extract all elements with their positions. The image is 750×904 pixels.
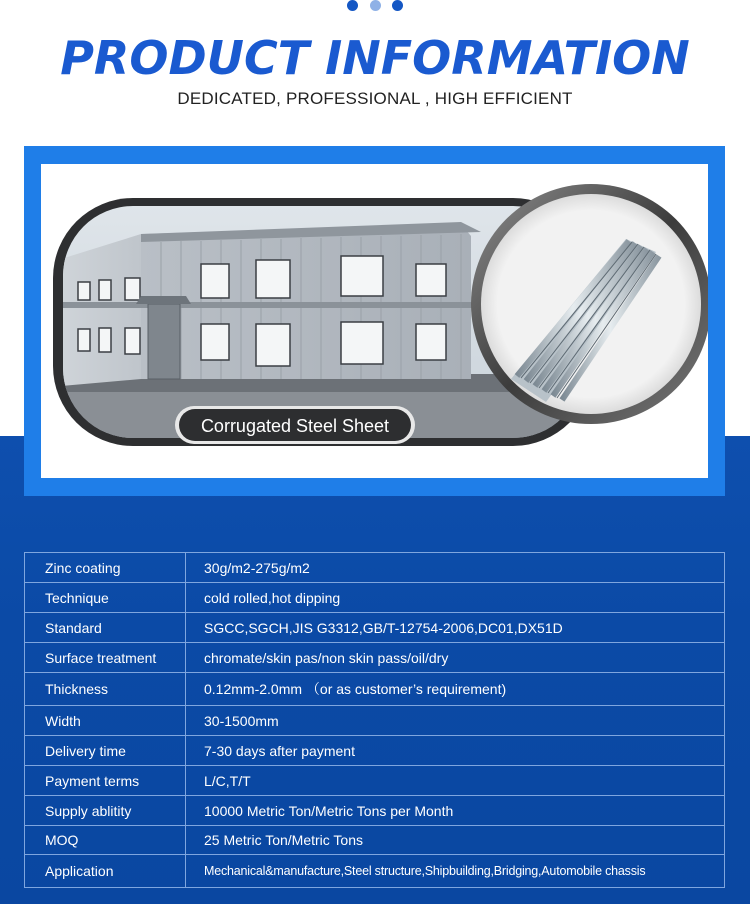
spec-value: Mechanical&manufacture,Steel structure,Shipbuilding,Bridging,Automobile chassis xyxy=(186,855,725,887)
table-row xyxy=(24,795,725,825)
spec-label: Standard xyxy=(24,613,186,642)
spec-value: SGCC,SGCH,JIS G3312,GB/T-12754-2006,DC01,DX51D xyxy=(186,613,725,642)
spec-label: Delivery time xyxy=(24,736,186,765)
spec-label: Application xyxy=(24,855,186,887)
product-illustration xyxy=(41,164,708,478)
table-row xyxy=(24,552,725,582)
spec-label: Technique xyxy=(24,583,186,612)
table-row xyxy=(24,582,725,612)
page-title: PRODUCT INFORMATION xyxy=(60,31,690,85)
page-subtitle: DEDICATED, PROFESSIONAL , HIGH EFFICIENT xyxy=(177,89,573,108)
product-image-frame xyxy=(24,146,725,496)
spec-label: Surface treatment xyxy=(24,643,186,672)
spec-value: L/C,T/T xyxy=(186,766,725,795)
dot-2 xyxy=(370,0,381,11)
table-row xyxy=(24,672,725,705)
spec-value: 30-1500mm xyxy=(186,706,725,735)
table-row xyxy=(24,765,725,795)
spec-value: 25 Metric Ton/Metric Tons xyxy=(186,826,725,854)
spec-label: MOQ xyxy=(24,826,186,854)
dot-1 xyxy=(347,0,358,11)
spec-label: Supply ablitity xyxy=(24,796,186,825)
image-caption: Corrugated Steel Sheet xyxy=(200,416,390,436)
spec-value: 30g/m2-275g/m2 xyxy=(186,553,725,582)
spec-value: 7-30 days after payment xyxy=(186,736,725,765)
spec-value: 10000 Metric Ton/Metric Tons per Month xyxy=(186,796,725,825)
pagination-dots xyxy=(347,0,407,14)
table-row xyxy=(24,705,725,735)
table-row xyxy=(24,612,725,642)
table-row xyxy=(24,825,725,854)
table-row xyxy=(24,642,725,672)
spec-value: 0.12mm-2.0mm （or as customer’s requirement) xyxy=(186,673,725,705)
table-row xyxy=(24,854,725,888)
table-row xyxy=(24,735,725,765)
dot-3 xyxy=(392,0,403,11)
spec-label: Zinc coating xyxy=(24,553,186,582)
product-image xyxy=(41,164,708,478)
spec-table xyxy=(24,552,725,888)
spec-value: cold rolled,hot dipping xyxy=(186,583,725,612)
spec-label: Payment terms xyxy=(24,766,186,795)
spec-label: Width xyxy=(24,706,186,735)
spec-value: chromate/skin pas/non skin pass/oil/dry xyxy=(186,643,725,672)
spec-label: Thickness xyxy=(24,673,186,705)
